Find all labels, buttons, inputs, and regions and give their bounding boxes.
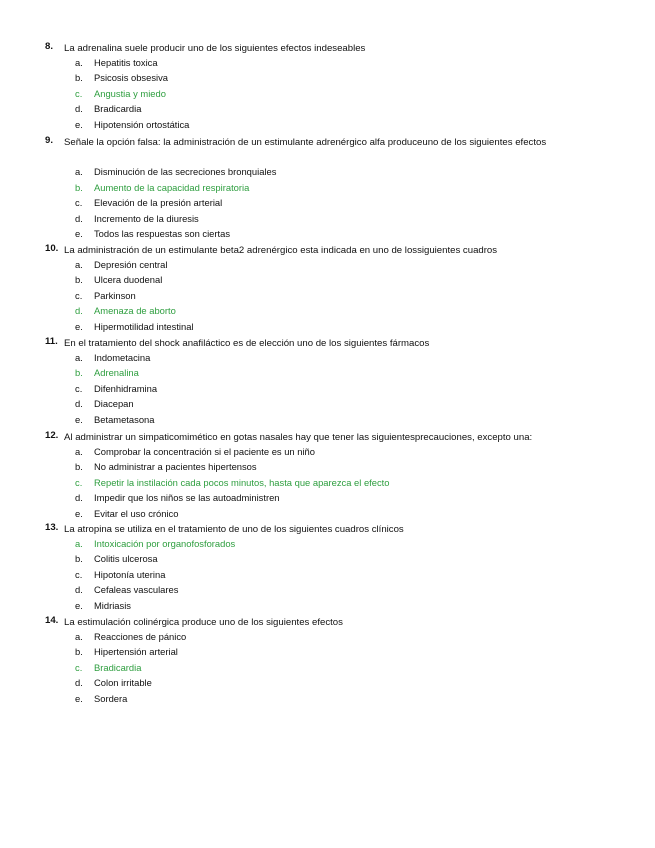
option-letter: b. [75, 274, 83, 285]
question-number: 14. [45, 615, 59, 626]
answer-option: Depresión central [94, 258, 168, 270]
correct-answer-option: Intoxicación por organofosforados [94, 537, 236, 549]
option-letter: a. [75, 258, 83, 270]
option-letter: d. [75, 398, 83, 409]
question-text: Al administrar un simpaticomimético en gotas nasales hay que tener las siguientesprecauciones, excepto una: [64, 432, 533, 443]
answer-option: Impedir que los niños se las autoadministren [94, 492, 280, 503]
answer-option: Evitar el uso crónico [94, 507, 179, 519]
question-number: 8. [45, 41, 54, 52]
option-letter: b. [75, 367, 83, 378]
question-text: Señale la opción falsa: la administración de un estimulante adrenérgico alfa produceuno de los siguientes efectos [64, 137, 547, 148]
answer-option: Diacepan [94, 398, 134, 409]
answer-option: Hipotonía uterina [94, 568, 166, 580]
option-letter: b. [75, 461, 83, 472]
correct-answer-option: Angustia y miedo [94, 87, 166, 99]
answer-option: Bradicardia [94, 103, 142, 114]
answer-option: Hepatitis toxica [94, 56, 158, 68]
answer-option: No administrar a pacientes hipertensos [94, 461, 257, 472]
correct-answer-option: Amenaza de aborto [94, 305, 176, 316]
answer-option: Difenhidramina [94, 382, 158, 394]
answer-option: Midriasis [94, 599, 131, 611]
option-letter: a. [75, 166, 83, 177]
option-letter: e. [75, 320, 83, 332]
answer-option: Sordera [94, 692, 128, 704]
answer-option: Hipermotilidad intestinal [94, 320, 194, 332]
question-number: 11. [45, 336, 58, 347]
question-number: 9. [45, 135, 54, 146]
correct-answer-option: Aumento de la capacidad respiratoria [94, 181, 250, 193]
option-letter: e. [75, 599, 83, 611]
answer-option: Cefaleas vasculares [94, 584, 179, 595]
option-letter: c. [75, 661, 83, 673]
correct-answer-option: Bradicardia [94, 661, 142, 673]
question-number: 12. [45, 430, 59, 441]
answer-option: Elevación de la presión arterial [94, 197, 223, 208]
option-letter: d. [75, 677, 83, 688]
option-letter: a. [75, 351, 83, 363]
option-letter: d. [75, 103, 83, 114]
option-letter: d. [75, 584, 83, 595]
option-letter: a. [75, 537, 83, 549]
option-letter: c. [75, 568, 83, 580]
option-letter: e. [75, 228, 83, 239]
answer-option: Incremento de la diuresis [94, 212, 199, 224]
answer-option: Betametasona [94, 413, 155, 425]
option-letter: c. [75, 197, 83, 208]
option-letter: e. [75, 413, 83, 425]
option-letter: c. [75, 87, 83, 99]
correct-answer-option: Repetir la instilación cada pocos minutos, hasta que aparezca el efecto [94, 476, 390, 488]
answer-option: Hipertensión arterial [94, 646, 178, 657]
option-letter: d. [75, 212, 83, 224]
question-text: La atropina se utiliza en el tratamiento de uno de los siguientes cuadros clínicos [64, 524, 404, 535]
question-number: 13. [45, 522, 59, 533]
option-letter: e. [75, 507, 83, 519]
answer-option: Parkinson [94, 289, 136, 301]
question-number: 10. [45, 243, 59, 254]
option-letter: d. [75, 305, 83, 316]
answer-option: Colon irritable [94, 677, 152, 688]
answer-option: Psicosis obsesiva [94, 72, 168, 83]
option-letter: a. [75, 56, 83, 68]
option-letter: b. [75, 553, 83, 564]
option-letter: b. [75, 181, 83, 193]
answer-option: Hipotensión ortostática [94, 118, 190, 130]
option-letter: e. [75, 118, 83, 130]
question-text: La estimulación colinérgica produce uno de los siguientes efectos [64, 617, 343, 628]
option-letter: a. [75, 445, 83, 457]
answer-option: Ulcera duodenal [94, 274, 163, 285]
answer-option: Todos las respuestas son ciertas [94, 228, 231, 239]
question-text: La administración de un estimulante beta2 adrenérgico esta indicada en uno de lossiguientes cuadros [64, 245, 498, 256]
answer-option: Comprobar la concentración si el paciente es un niño [94, 445, 315, 457]
question-text: En el tratamiento del shock anafiláctico es de elección uno de los siguientes fármacos [64, 338, 430, 349]
option-letter: e. [75, 692, 83, 704]
option-letter: c. [75, 382, 83, 394]
answer-option: Indometacina [94, 351, 151, 363]
option-letter: a. [75, 630, 83, 642]
option-letter: b. [75, 646, 83, 657]
answer-option: Colitis ulcerosa [94, 553, 158, 564]
question-text: La adrenalina suele producir uno de los siguientes efectos indeseables [64, 43, 366, 54]
answer-option: Reacciones de pánico [94, 630, 187, 642]
option-letter: b. [75, 72, 83, 83]
answer-option: Disminución de las secreciones bronquiales [94, 166, 277, 177]
option-letter: d. [75, 492, 83, 503]
option-letter: c. [75, 289, 83, 301]
option-letter: c. [75, 476, 83, 488]
correct-answer-option: Adrenalina [94, 367, 139, 378]
